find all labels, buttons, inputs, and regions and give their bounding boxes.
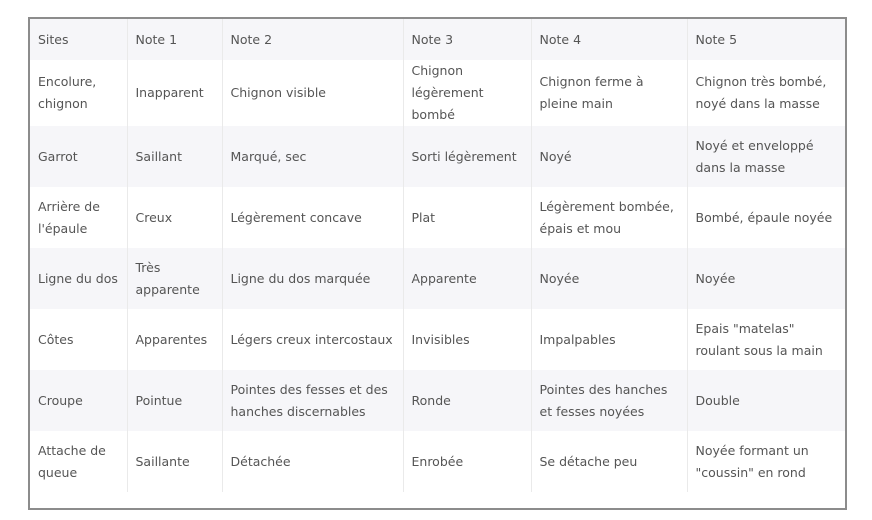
cell-site: Ligne du dos: [30, 248, 127, 309]
cell-note-5: Noyé et enveloppé dans la masse: [695, 137, 814, 175]
cell-note-5: Bombé, épaule noyée: [695, 209, 833, 225]
cell-site: Attache de queue: [30, 431, 127, 492]
header-note-4: Note 4: [531, 19, 687, 60]
cell-note-5: Chignon très bombé, noyé dans la masse: [695, 74, 827, 111]
cell-note-2: Légèrement concave: [222, 187, 403, 248]
table-header-row: [30, 19, 845, 60]
header-note-5: Note 5: [695, 31, 738, 47]
cell-note-4: Noyée: [531, 248, 687, 309]
cell-note-5: Epais "matelas" roulant sous la main: [695, 320, 823, 358]
cell-note-3: Ronde: [403, 370, 531, 431]
header-note-2: Note 2: [222, 19, 403, 60]
cell-note-3: Chignon légèrement bombé: [403, 60, 531, 126]
cell-note-2: Ligne du dos marquée: [222, 248, 403, 309]
cell-note-4: Noyé: [531, 126, 687, 187]
cell-note-5: Noyée: [695, 270, 736, 286]
cell-site: Encolure, chignon: [30, 60, 127, 126]
cell-site: Garrot: [30, 126, 127, 187]
cell-note-1: Saillant: [127, 126, 222, 187]
header-sites: Sites: [30, 19, 127, 60]
cell-note-3: Apparente: [403, 248, 531, 309]
cell-note-3: Sorti légèrement: [403, 126, 531, 187]
table-row: [30, 309, 845, 370]
table-row: [30, 431, 845, 492]
cell-note-2: Chignon visible: [222, 60, 403, 126]
table-row: [30, 370, 845, 431]
cell-note-4: Chignon ferme à pleine main: [531, 60, 687, 126]
cell-note-1: Pointue: [127, 370, 222, 431]
cell-note-5: Double: [695, 392, 740, 408]
cell-note-1: Inapparent: [127, 60, 222, 126]
cell-site: Côtes: [30, 309, 127, 370]
cell-site: Croupe: [30, 370, 127, 431]
cell-note-3: Invisibles: [403, 309, 531, 370]
table-row: [30, 187, 845, 248]
header-note-3: Note 3: [403, 19, 531, 60]
cell-note-1: Très apparente: [127, 248, 222, 309]
cell-note-1: Saillante: [127, 431, 222, 492]
cell-note-4: Pointes des hanches et fesses noyées: [531, 370, 687, 431]
cell-note-2: Pointes des fesses et des hanches discernables: [222, 370, 403, 431]
table-row: [30, 60, 845, 126]
cell-note-3: Enrobée: [403, 431, 531, 492]
cell-note-1: Creux: [127, 187, 222, 248]
cell-note-4: Légèrement bombée, épais et mou: [531, 187, 687, 248]
body-condition-table: [30, 19, 845, 492]
table-row: [30, 248, 845, 309]
scoring-table-container: [28, 17, 847, 510]
cell-note-5: Noyée formant un "coussin" en rond: [695, 442, 809, 480]
cell-note-2: Détachée: [222, 431, 403, 492]
cell-note-4: Impalpables: [531, 309, 687, 370]
header-note-1: Note 1: [127, 19, 222, 60]
cell-note-3: Plat: [403, 187, 531, 248]
table-row: [30, 126, 845, 187]
cell-note-4: Se détache peu: [531, 431, 687, 492]
cell-site: Arrière de l'épaule: [30, 187, 127, 248]
cell-note-2: Marqué, sec: [222, 126, 403, 187]
cell-note-2: Légers creux intercostaux: [222, 309, 403, 370]
cell-note-1: Apparentes: [127, 309, 222, 370]
